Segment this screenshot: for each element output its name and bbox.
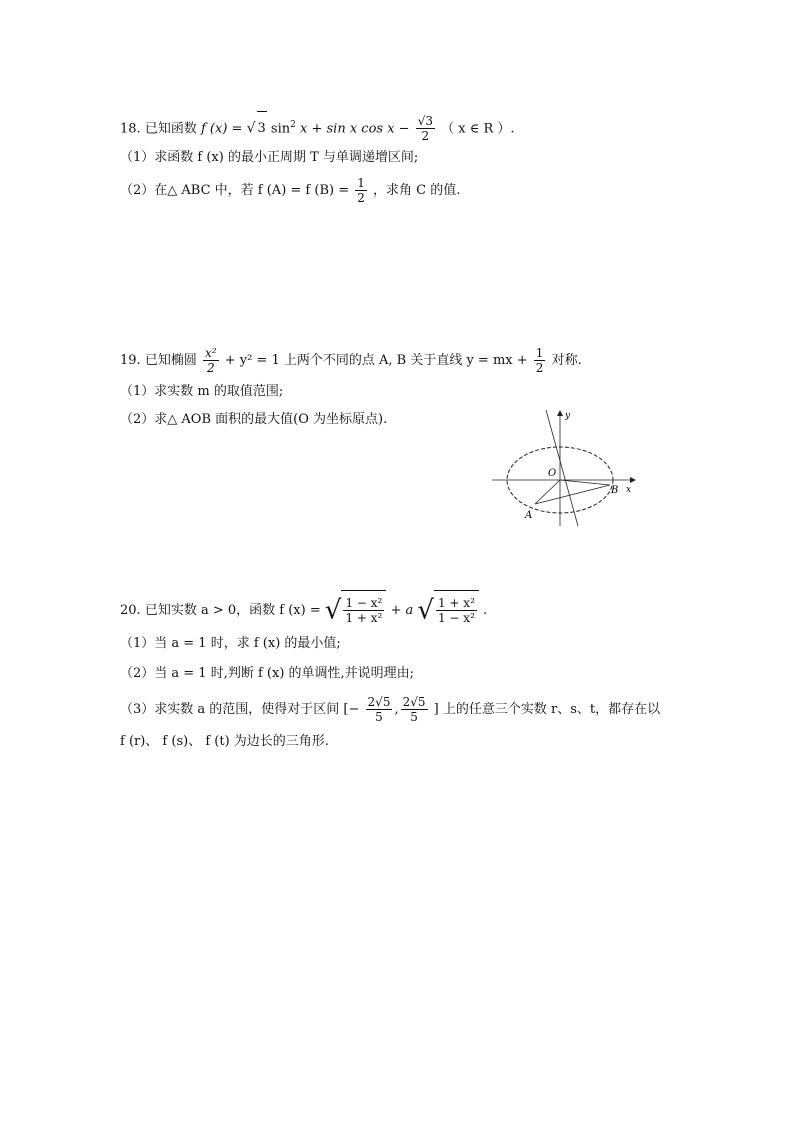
q20-stem [120, 590, 680, 630]
q19-stem-suffix: 对称. [551, 353, 582, 368]
q20-root2-fraction [436, 596, 477, 625]
label-a: A [525, 510, 533, 521]
label-x: x [626, 485, 632, 495]
q20-stem-end: . [483, 603, 488, 618]
segment-oa [535, 480, 560, 504]
segment-ob [560, 480, 610, 485]
q20-part1: （1）当 a = 1 时，求 f (x) 的最小值; [120, 636, 341, 651]
q18-sin: sin [270, 121, 291, 137]
q18-part2 [120, 174, 680, 208]
label-b: B [611, 485, 619, 496]
q20-stem-prefix: 已知实数 a > 0，函数 f (x) = [144, 603, 321, 618]
q18-frac-den: 2 [421, 129, 430, 144]
q20-plus-a: + a [390, 603, 414, 618]
q20-root1-symbol: √ [324, 595, 342, 626]
q18-frac-num: √3 [417, 114, 433, 129]
q20-r2-num: 1 + x² [437, 596, 475, 610]
q18-number: 18. [120, 121, 141, 137]
q18-stem-prefix: 已知函数 [144, 121, 197, 137]
q18-part2-num: 1 [357, 176, 365, 190]
q20-root2 [417, 590, 478, 631]
q20-part2: （2）当 a = 1 时,判断 f (x) 的单调性,并说明理由; [120, 666, 415, 681]
q18-sqrt3: 3 [257, 111, 267, 146]
q19-frac-den: 2 [206, 361, 215, 375]
q19-number: 19. [120, 353, 141, 368]
q19-stem [120, 344, 680, 378]
q20-root1 [325, 590, 386, 631]
x-axis-arrow [630, 477, 636, 483]
ellipse-diagram [490, 408, 640, 528]
q18-domain: （ x ∈ R ）. [441, 121, 515, 137]
q19-line-num: 1 [535, 346, 544, 360]
q19-frac-num: x² [204, 346, 217, 360]
q20-root1-fraction [343, 596, 384, 625]
q20-part3 [120, 692, 680, 728]
q19-part1: （1）求实数 m 的取值范围; [120, 384, 284, 399]
q18-part2-den: 2 [357, 191, 365, 205]
q19-stem-mid: + y² = 1 上两个不同的点 A, B 关于直线 y = mx + [224, 353, 528, 368]
q20-p3-comma: , [394, 702, 399, 717]
question-18 [120, 108, 680, 208]
q20-p3-num2: 2√5 [402, 695, 426, 709]
q20-p3-den2: 5 [410, 710, 418, 724]
y-axis-arrow [557, 410, 563, 416]
q20-r1-num: 1 − x² [345, 596, 383, 610]
q18-part2-prefix: （2）在△ ABC 中，若 f (A) = f (B) = [120, 183, 350, 198]
q19-part2: （2）求△ AOB 面积的最大值(O 为坐标原点). [120, 412, 388, 427]
q19-line-den: 2 [535, 361, 544, 375]
q20-part3-line2: f (r)、 f (s)、 f (t) 为边长的三角形. [120, 734, 329, 749]
q20-root2-symbol: √ [417, 595, 434, 626]
q18-sin-exp: 2 [290, 120, 296, 130]
sqrt-symbol: √ [246, 120, 256, 137]
q19-stem-prefix: 已知椭圆 [144, 353, 197, 368]
q20-r1-den: 1 + x² [345, 611, 383, 625]
q20-p3-den1: 5 [375, 710, 383, 724]
q18-func-lhs: f (x) = [200, 121, 243, 137]
q19-ellipse-fraction [203, 346, 219, 375]
q20-p3-fraction1 [366, 695, 393, 724]
q18-part2-suffix: ，求角 C 的值. [373, 183, 461, 198]
q20-p3-fraction2 [401, 695, 428, 724]
question-20 [120, 590, 680, 752]
label-o: O [548, 468, 557, 479]
q18-part1: （1）求函数 f (x) 的最小正周期 T 与单调递增区间; [120, 150, 419, 165]
q18-part2-fraction [355, 176, 367, 205]
q20-part3-suffix: ] 上的任意三个实数 r、s、t，都存在以 [433, 702, 661, 717]
q19-line-fraction [534, 346, 546, 375]
q20-r2-den: 1 − x² [437, 611, 475, 625]
q18-fraction [416, 114, 435, 143]
q18-x-part: x + sin x cos x − [300, 121, 410, 137]
q18-stem [120, 108, 680, 142]
chord-ab [535, 485, 610, 504]
q20-number: 20. [120, 603, 141, 618]
q20-p3-num1: 2√5 [367, 695, 391, 709]
label-y: y [565, 411, 571, 421]
q20-part3-prefix: （3）求实数 a 的范围，使得对于区间 [− [120, 702, 360, 717]
